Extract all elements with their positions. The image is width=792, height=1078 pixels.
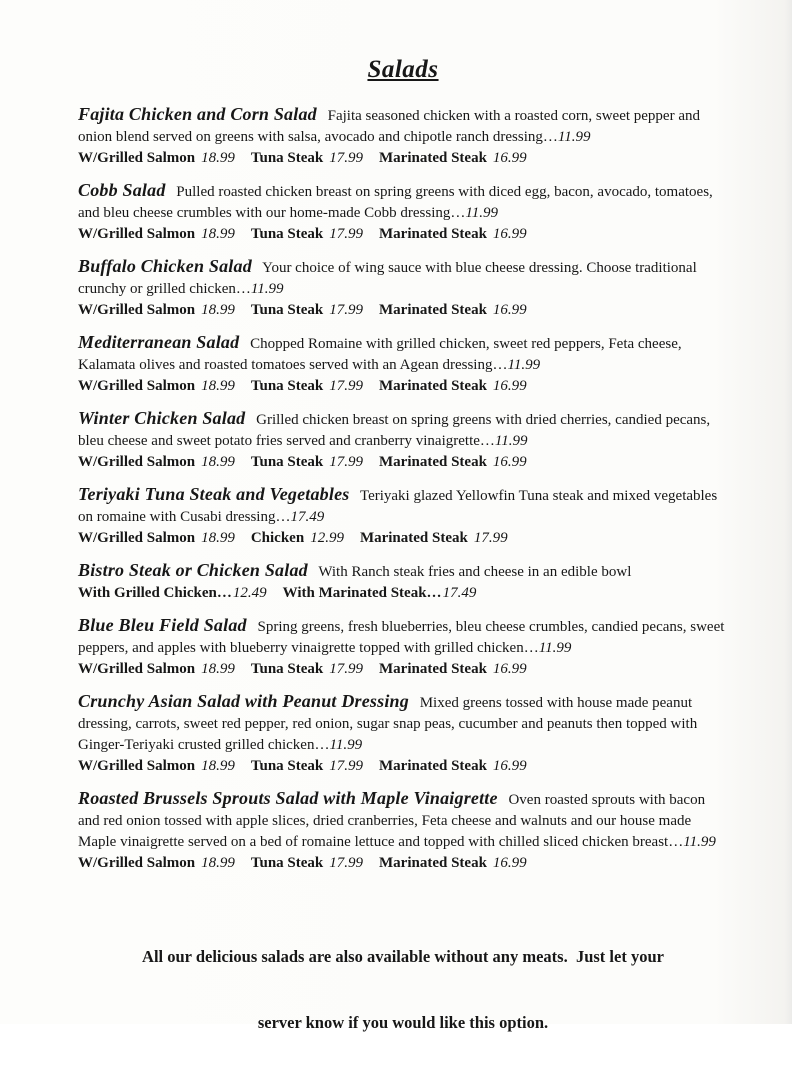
option [379, 454, 527, 470]
option-label: Tuna Steak [250, 378, 324, 394]
option-price: 16.99 [492, 302, 527, 318]
option-label: Tuna Steak [250, 226, 324, 242]
footer-line: server know if you would like this option. [257, 1013, 549, 1032]
option [78, 302, 235, 318]
option-price: 16.99 [492, 855, 527, 871]
option-label: Marinated Steak [379, 855, 487, 871]
option [78, 530, 235, 546]
option [78, 226, 235, 242]
item-description: Chopped Romaine with grilled chicken, sweet red peppers, Feta cheese, Kalamata olives and roasted tomatoes served with an Agean dressing… [78, 336, 682, 373]
option-price: 17.99 [329, 226, 363, 242]
option-price: 18.99 [201, 530, 235, 546]
option-label: Tuna Steak [250, 150, 324, 166]
menu-item [78, 484, 728, 549]
option-price: 17.49 [442, 585, 477, 601]
item-name: Cobb Salad [78, 180, 166, 200]
options-line [78, 659, 728, 680]
item-price: 11.99 [683, 834, 716, 850]
options-line [78, 583, 728, 604]
item-price: 17.49 [290, 509, 325, 525]
option [283, 585, 477, 601]
option [379, 226, 527, 242]
option-label: W/Grilled Salmon [78, 855, 196, 871]
option-price: 16.99 [492, 661, 527, 677]
option-price: 16.99 [492, 150, 527, 166]
option [251, 378, 363, 394]
option [78, 150, 235, 166]
option-label: Marinated Steak [379, 226, 487, 242]
item-name: Mediterranean Salad [78, 332, 240, 352]
item-name: Teriyaki Tuna Steak and Vegetables [78, 484, 350, 504]
option-label: Marinated Steak [379, 661, 487, 677]
option-price: 16.99 [492, 226, 527, 242]
option-label: Marinated Steak [379, 150, 487, 166]
option [379, 150, 527, 166]
option [78, 454, 235, 470]
menu-item [78, 104, 728, 169]
option [251, 302, 363, 318]
footer-line: All our delicious salads are also available without any meats. Just let your [142, 947, 664, 966]
option-label: W/Grilled Salmon [78, 661, 196, 677]
option-price: 18.99 [201, 758, 235, 774]
option [78, 585, 267, 601]
menu-item [78, 691, 728, 777]
option-price: 18.99 [201, 661, 235, 677]
item-name: Crunchy Asian Salad with Peanut Dressing [78, 691, 409, 711]
option-label: Tuna Steak [250, 454, 324, 470]
options-line [78, 853, 728, 874]
item-name: Buffalo Chicken Salad [78, 256, 252, 276]
option-price: 17.99 [329, 758, 363, 774]
option-price: 18.99 [201, 855, 235, 871]
option-label: W/Grilled Salmon [78, 150, 196, 166]
option-price: 17.99 [329, 454, 363, 470]
item-price: 11.99 [494, 433, 528, 449]
item-price: 11.99 [250, 281, 284, 297]
option-price: 17.99 [329, 302, 363, 318]
item-price: 11.99 [465, 205, 499, 221]
item-name: Roasted Brussels Sprouts Salad with Maple Vinaigrette [78, 788, 498, 808]
option-price: 12.99 [310, 530, 344, 546]
menu-item [78, 332, 728, 397]
options-line [78, 148, 728, 169]
option-label: Tuna Steak [250, 661, 324, 677]
option-label: With Marinated Steak… [282, 585, 442, 601]
option-label: W/Grilled Salmon [78, 454, 196, 470]
page-title: Salads [367, 56, 439, 83]
option [251, 226, 363, 242]
options-line [78, 452, 728, 473]
options-line [78, 300, 728, 321]
option-price: 16.99 [492, 378, 527, 394]
item-name: Blue Bleu Field Salad [78, 615, 247, 635]
option-label: Marinated Steak [379, 302, 487, 318]
options-line [78, 528, 728, 549]
item-price: 11.99 [538, 640, 572, 656]
option [379, 302, 527, 318]
option [379, 758, 527, 774]
menu-item [78, 408, 728, 473]
item-price: 11.99 [329, 737, 363, 753]
menu-item [78, 615, 728, 680]
option-label: Tuna Steak [250, 855, 324, 871]
option-label: Tuna Steak [250, 758, 324, 774]
item-description: With Ranch steak fries and cheese in an edible bowl [318, 564, 632, 580]
option-price: 18.99 [201, 454, 235, 470]
option-price: 18.99 [201, 226, 235, 242]
option-price: 16.99 [492, 758, 527, 774]
option-price: 18.99 [201, 150, 235, 166]
option-label: W/Grilled Salmon [78, 302, 196, 318]
option-label: Marinated Steak [359, 530, 468, 546]
footer-note [78, 902, 728, 1078]
option-price: 17.99 [329, 855, 363, 871]
option [379, 661, 527, 677]
item-name: Winter Chicken Salad [78, 408, 246, 428]
option-price: 17.99 [329, 150, 363, 166]
option-price: 17.99 [473, 530, 508, 546]
option [251, 758, 363, 774]
option [360, 530, 508, 546]
option [251, 661, 363, 677]
item-description: Mixed greens tossed with house made peanut dressing, carrots, sweet red pepper, red onion, sugar snap peas, cucumber and peanuts then topped with Ginger-Teriyaki crusted grilled chicken… [78, 695, 698, 753]
option-label: Marinated Steak [379, 454, 487, 470]
option [78, 378, 235, 394]
item-description: Oven roasted sprouts with bacon and red onion tossed with apple slices, dried cranberries, Feta cheese and walnuts and our house made Maple vinaigrette served on a bed of romaine lettuce and topped with chilled sliced chicken breast… [78, 792, 706, 850]
item-name: Bistro Steak or Chicken Salad [78, 560, 308, 580]
option [379, 855, 527, 871]
option-price: 16.99 [492, 454, 527, 470]
option [379, 378, 527, 394]
options-line [78, 224, 728, 245]
option-label: With Grilled Chicken… [78, 585, 232, 601]
item-description: Spring greens, fresh blueberries, bleu cheese crumbles, candied pecans, sweet peppers, and apples with blueberry vinaigrette topped with grilled chicken… [78, 619, 725, 656]
item-price: 11.99 [507, 357, 541, 373]
item-description: Teriyaki glazed Yellowfin Tuna steak and mixed vegetables on romaine with Cusabi dressing… [78, 488, 718, 525]
option-price: 18.99 [201, 378, 235, 394]
menu-item [78, 560, 728, 604]
option-price: 17.99 [329, 661, 363, 677]
item-description: Grilled chicken breast on spring greens with dried cherries, candied pecans, bleu cheese and sweet potato fries served and cranberry vinaigrette… [78, 412, 711, 449]
menu-item [78, 180, 728, 245]
options-line [78, 756, 728, 777]
menu-item [78, 256, 728, 321]
option [78, 758, 235, 774]
options-line [78, 376, 728, 397]
option-label: W/Grilled Salmon [78, 226, 196, 242]
option-label: W/Grilled Salmon [78, 530, 196, 546]
option [78, 855, 235, 871]
item-description: Fajita seasoned chicken with a roasted corn, sweet pepper and onion blend served on greens with salsa, avocado and chipotle ranch dressing… [78, 108, 700, 145]
option [78, 661, 235, 677]
option [251, 454, 363, 470]
option [251, 150, 363, 166]
option-price: 12.49 [232, 585, 267, 601]
option-price: 17.99 [329, 378, 363, 394]
menu-item [78, 788, 728, 874]
item-description: Pulled roasted chicken breast on spring greens with diced egg, bacon, avocado, tomatoes, and bleu cheese crumbles with our home-made Cobb dressing… [78, 184, 713, 221]
option-label: W/Grilled Salmon [78, 758, 196, 774]
option-label: Tuna Steak [250, 302, 324, 318]
item-price: 11.99 [557, 129, 591, 145]
option-label: Marinated Steak [379, 758, 487, 774]
item-name: Fajita Chicken and Corn Salad [78, 104, 317, 124]
item-description: Your choice of wing sauce with blue cheese dressing. Choose traditional crunchy or grilled chicken… [78, 260, 697, 297]
option-label: Marinated Steak [379, 378, 487, 394]
option-label: Chicken [250, 530, 305, 546]
option-price: 18.99 [201, 302, 235, 318]
option [251, 530, 344, 546]
option [251, 855, 363, 871]
option-label: W/Grilled Salmon [78, 378, 196, 394]
